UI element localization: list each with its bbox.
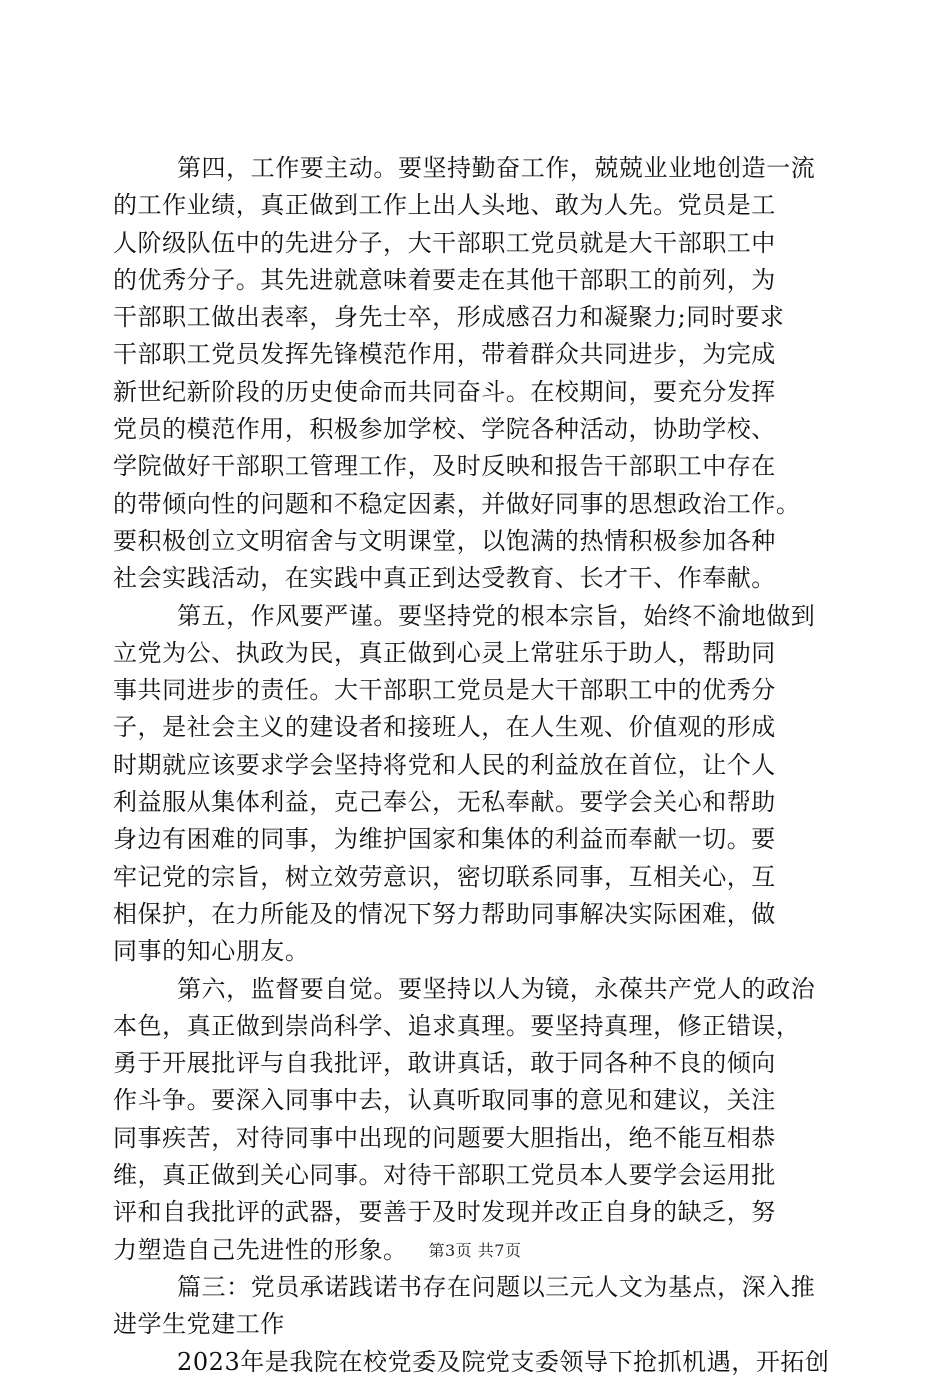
paragraph-first-line: 2023年是我院在校党委及院党支委领导下抢抓机遇，开拓创 <box>177 1347 830 1376</box>
paragraph-line: 新世纪新阶段的历史使命而共同奋斗。在校期间，要充分发挥 <box>113 377 776 406</box>
paragraph-line: 立党为公、执政为民，真正做到心灵上常驻乐于助人，帮助同 <box>113 638 776 667</box>
paragraph-line: 利益服从集体利益，克己奉公，无私奉献。要学会关心和帮助 <box>113 788 776 817</box>
paragraph-first-line: 第六，监督要自觉。要坚持以人为镜，永葆共产党人的政治 <box>177 974 816 1003</box>
paragraph <box>113 971 843 1269</box>
paragraph-line: 力塑造自己先进性的形象。 <box>113 1235 408 1264</box>
paragraph-line: 身边有困难的同事，为维护国家和集体的利益而奉献一切。要 <box>113 825 776 854</box>
paragraph-line: 子，是社会主义的建设者和接班人，在人生观、价值观的形成 <box>113 713 776 742</box>
paragraph-line: 进学生党建工作 <box>113 1310 285 1339</box>
paragraph-first-line: 第四，工作要主动。要坚持勤奋工作，兢兢业业地创造一流 <box>177 154 816 182</box>
paragraph-line: 同事疾苦，对待同事中出现的问题要大胆指出，绝不能互相恭 <box>113 1123 776 1152</box>
paragraph <box>113 1269 843 1344</box>
document-body <box>113 150 843 1381</box>
paragraph-line: 事共同进步的责任。大干部职工党员是大干部职工中的优秀分 <box>113 676 776 705</box>
page-footer: 第3页 共7页 <box>428 1241 522 1260</box>
paragraph <box>113 598 843 971</box>
paragraph-line: 评和自我批评的武器，要善于及时发现并改正自身的缺乏，努 <box>113 1198 776 1227</box>
paragraph-line: 相保护，在力所能及的情况下努力帮助同事解决实际困难，做 <box>113 899 776 928</box>
paragraph-first-line: 第五，作风要严谨。要坚持党的根本宗旨，始终不渝地做到 <box>177 601 816 630</box>
paragraph-line: 的工作业绩，真正做到工作上出人头地、敢为人先。党员是工 <box>113 191 776 220</box>
paragraph-line: 同事的知心朋友。 <box>113 937 310 966</box>
paragraph-line: 本色，真正做到崇尚科学、追求真理。要坚持真理，修正错误， <box>113 1011 801 1040</box>
paragraph-line: 党员的模范作用，积极参加学校、学院各种活动，协助学校、 <box>113 415 776 444</box>
paragraph-line: 要积极创立文明宿舍与文明课堂，以饱满的热情积极参加各种 <box>113 526 776 555</box>
paragraph-line: 的带倾向性的问题和不稳定因素，并做好同事的思想政治工作。 <box>113 489 801 518</box>
paragraph-line: 社会实践活动，在实践中真正到达受教育、长才干、作奉献。 <box>113 564 776 593</box>
paragraph <box>113 1344 843 1381</box>
paragraph <box>113 150 843 598</box>
paragraph-line: 人阶级队伍中的先进分子，大干部职工党员就是大干部职工中 <box>113 228 776 257</box>
paragraph-first-line: 篇三：党员承诺践诺书存在问题以三元人文为基点，深入推 <box>177 1272 816 1301</box>
paragraph-line: 作斗争。要深入同事中去，认真听取同事的意见和建议，关注 <box>113 1086 776 1115</box>
paragraph-line: 学院做好干部职工管理工作，及时反映和报告干部职工中存在 <box>113 452 776 481</box>
paragraph-line: 的优秀分子。其先进就意味着要走在其他干部职工的前列，为 <box>113 265 776 294</box>
paragraph-line: 勇于开展批评与自我批评，敢讲真话，敢于同各种不良的倾向 <box>113 1049 776 1078</box>
paragraph-line: 维，真正做到关心同事。对待干部职工党员本人要学会运用批 <box>113 1161 776 1190</box>
paragraph-line: 干部职工党员发挥先锋模范作用，带着群众共同进步，为完成 <box>113 340 776 369</box>
paragraph-line: 时期就应该要求学会坚持将党和人民的利益放在首位，让个人 <box>113 750 776 779</box>
paragraph-line: 牢记党的宗旨，树立效劳意识，密切联系同事，互相关心，互 <box>113 862 776 891</box>
paragraph-line: 干部职工做出表率，身先士卒，形成感召力和凝聚力;同时要求 <box>113 303 785 332</box>
